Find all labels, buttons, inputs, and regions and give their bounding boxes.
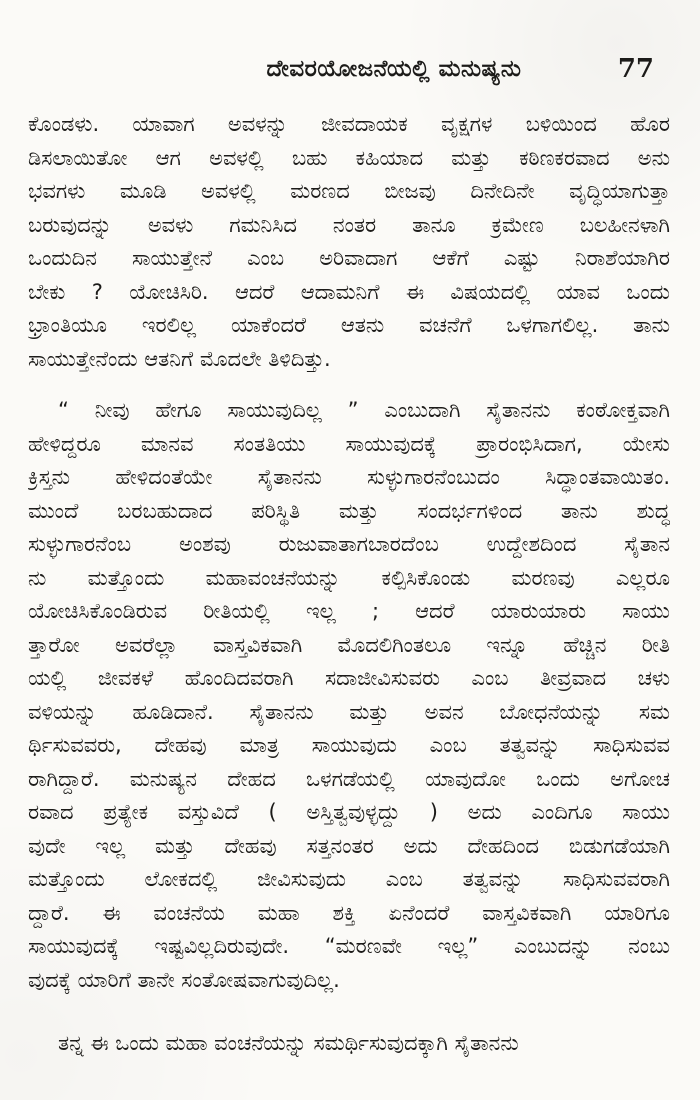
paragraph — [28, 108, 670, 376]
text-line: ರಾಗಿದ್ದಾರೆ. ಮನುಷ್ಯನ ದೇಹದ ಒಳಗಡೆಯಲ್ಲಿ ಯಾವುದೋ ಒಂದು ಅಗೋಚ — [28, 766, 670, 791]
text-line: ಬೇಕು ? ಯೋಚಿಸಿರಿ. ಆದರೆ ಆದಾಮನಿಗೆ ಈ ವಿಷಯದಲ್ಲಿ ಯಾವ ಒಂದು — [28, 279, 670, 304]
text-line: ತ್ತಾರೋ ಅವರೆಲ್ಲಾ ವಾಸ್ತವಿಕವಾಗಿ ಮೊದಲಿಗಿಂತಲೂ ಇನ್ನೂ ಹೆಚ್ಚಿನ ರೀತಿ — [28, 632, 670, 657]
paragraph — [28, 1027, 670, 1061]
text-line: ದ್ದಾರೆ. ಈ ವಂಚನೆಯ ಮಹಾ ಶಕ್ತಿ ಏನೆಂದರೆ ವಾಸ್ತವಿಕವಾಗಿ ಯಾರಿಗೂ — [28, 900, 670, 925]
text-line: ಮುಂದೆ ಬರಬಹುದಾದ ಪರಿಸ್ಥಿತಿ ಮತ್ತು ಸಂದರ್ಭಗಳಿಂದ ತಾನು ಶುದ್ಧ — [28, 498, 670, 523]
page-header — [28, 56, 670, 96]
text-line: ಭ್ರಾಂತಿಯೂ ಇರಲಿಲ್ಲ ಯಾಕೆಂದರೆ ಆತನು ವಚನೆಗೆ ಒಳಗಾಗಲಿಲ್ಲ. ತಾನು — [28, 313, 670, 337]
text-line: ತನ್ನ ಈ ಒಂದು ಮಹಾ ವಂಚನೆಯನ್ನು ಸಮರ್ಥಿಸುವುದಕ್ಕಾಗಿ ಸೈತಾನನು — [58, 1031, 519, 1055]
text-line: ಸಾಯುತ್ತೇನೆಂದು ಆತನಿಗೆ ಮೊದಲೇ ತಿಳಿದಿತ್ತು. — [28, 346, 331, 371]
text-line: ವುದೇ ಇಲ್ಲ ಮತ್ತು ದೇಹವು ಸತ್ತನಂತರ ಅದು ದೇಹದಿಂದ ಬಿಡುಗಡೆಯಾಗಿ — [28, 833, 670, 858]
text-line: ನು ಮತ್ತೊಂದು ಮಹಾವಂಚನೆಯನ್ನು ಕಲ್ಪಿಸಿಕೊಂಡು ಮರಣವು ಎಲ್ಲರೂ — [28, 565, 670, 590]
text-line: ವುದಕ್ಕೆ ಯಾರಿಗೆ ತಾನೇ ಸಂತೋಷವಾಗುವುದಿಲ್ಲ. — [28, 967, 340, 992]
text-line: ಹೇಳಿದ್ದರೂ ಮಾನವ ಸಂತತಿಯು ಸಾಯುವುದಕ್ಕೆ ಪ್ರಾರಂಭಿಸಿದಾಗ, ಯೇಸು — [28, 431, 670, 456]
chapter-title: ದೇವರಯೋಜನೆಯಲ್ಲಿ ಮನುಷ್ಯನು — [266, 56, 522, 82]
page-body — [28, 108, 670, 1061]
page-number: 77 — [617, 54, 654, 84]
text-line: ರ್ಥಿಸುವವರು, ದೇಹವು ಮಾತ್ರ ಸಾಯುವುದು ಎಂಬ ತತ್ವವನ್ನು ಸಾಧಿಸುವವ — [28, 733, 670, 757]
text-line: ಯಲ್ಲಿ ಜೀವಕಳೆ ಹೊಂದಿದವರಾಗಿ ಸದಾಜೀವಿಸುವರು ಎಂಬ ತೀವ್ರವಾದ ಚಳು — [28, 666, 670, 690]
text-line: ಡಿಸಲಾಯಿತೋ ಆಗ ಅವಳಲ್ಲಿ ಬಹು ಕಹಿಯಾದ ಮತ್ತು ಕಠಿಣಕರವಾದ ಅನು — [28, 145, 670, 170]
text-line: ಸುಳ್ಳುಗಾರನೆಂಬ ಅಂಶವು ರುಜುವಾತಾಗಬಾರದೆಂಬ ಉದ್ದೇಶದಿಂದ ಸೈತಾನ — [28, 532, 670, 556]
text-line: ಭವಗಳು ಮೂಡಿ ಅವಳಲ್ಲಿ ಮರಣದ ಬೀಜವು ದಿನೇದಿನೇ ವೃದ್ಧಿಯಾಗುತ್ತಾ — [28, 179, 670, 203]
paragraph — [28, 394, 670, 997]
text-line: ಕೊಂಡಳು. ಯಾವಾಗ ಅವಳನ್ನು ಜೀವದಾಯಕ ವೃಕ್ಷಗಳ ಬಳಿಯಿಂದ ಹೊರ — [28, 112, 670, 136]
text-line: ವಳಿಯನ್ನು ಹೂಡಿದಾನೆ. ಸೈತಾನನು ಮತ್ತು ಅವನ ಬೋಧನೆಯನ್ನು ಸಮ — [28, 699, 670, 724]
text-line: ಕ್ರಿಸ್ತನು ಹೇಳಿದಂತೆಯೇ ಸೈತಾನನು ಸುಳ್ಳುಗಾರನೆಂಬುದಂ ಸಿದ್ಧಾಂತವಾಯಿತಂ. — [28, 465, 670, 489]
text-line: ಸಾಯುವುದಕ್ಕೆ ಇಷ್ಟವಿಲ್ಲದಿರುವುದೇ. “ಮರಣವೇ ಇಲ್ಲ” ಎಂಬುದನ್ನು ನಂಬು — [28, 934, 670, 958]
text-line: ರವಾದ ಪ್ರತ್ಯೇಕ ವಸ್ತುವಿದೆ ( ಅಸ್ತಿತ್ವವುಳ್ಳದ್ದು ) ಅದು ಎಂದಿಗೂ ಸಾಯು — [28, 800, 670, 824]
text-line: ಮತ್ತೊಂದು ಲೋಕದಲ್ಲಿ ಜೀವಿಸುವುದು ಎಂಬ ತತ್ವವನ್ನು ಸಾಧಿಸುವವರಾಗಿ — [28, 867, 670, 891]
text-line: ಒಂದುದಿನ ಸಾಯುತ್ತೇನೆ ಎಂಬ ಅರಿವಾದಾಗ ಆಕೆಗೆ ಎಷ್ಟು ನಿರಾಶೆಯಾಗಿರ — [28, 246, 670, 270]
text-line: ಯೋಚಿಸಿಕೊಂಡಿರುವ ರೀತಿಯಲ್ಲಿ ಇಲ್ಲ ; ಆದರೆ ಯಾರುಯಾರು ಸಾಯು — [28, 599, 670, 623]
text-line: “ ನೀವು ಹೇಗೂ ಸಾಯುವುದಿಲ್ಲ ” ಎಂಬುದಾಗಿ ಸೈತಾನನು ಕಂಠೋಕ್ತವಾಗಿ — [58, 398, 670, 422]
text-line: ಬರುವುದನ್ನು ಅವಳು ಗಮನಿಸಿದ ನಂತರ ತಾನೂ ಕ್ರಮೇಣ ಬಲಹೀನಳಾಗಿ — [28, 212, 670, 237]
